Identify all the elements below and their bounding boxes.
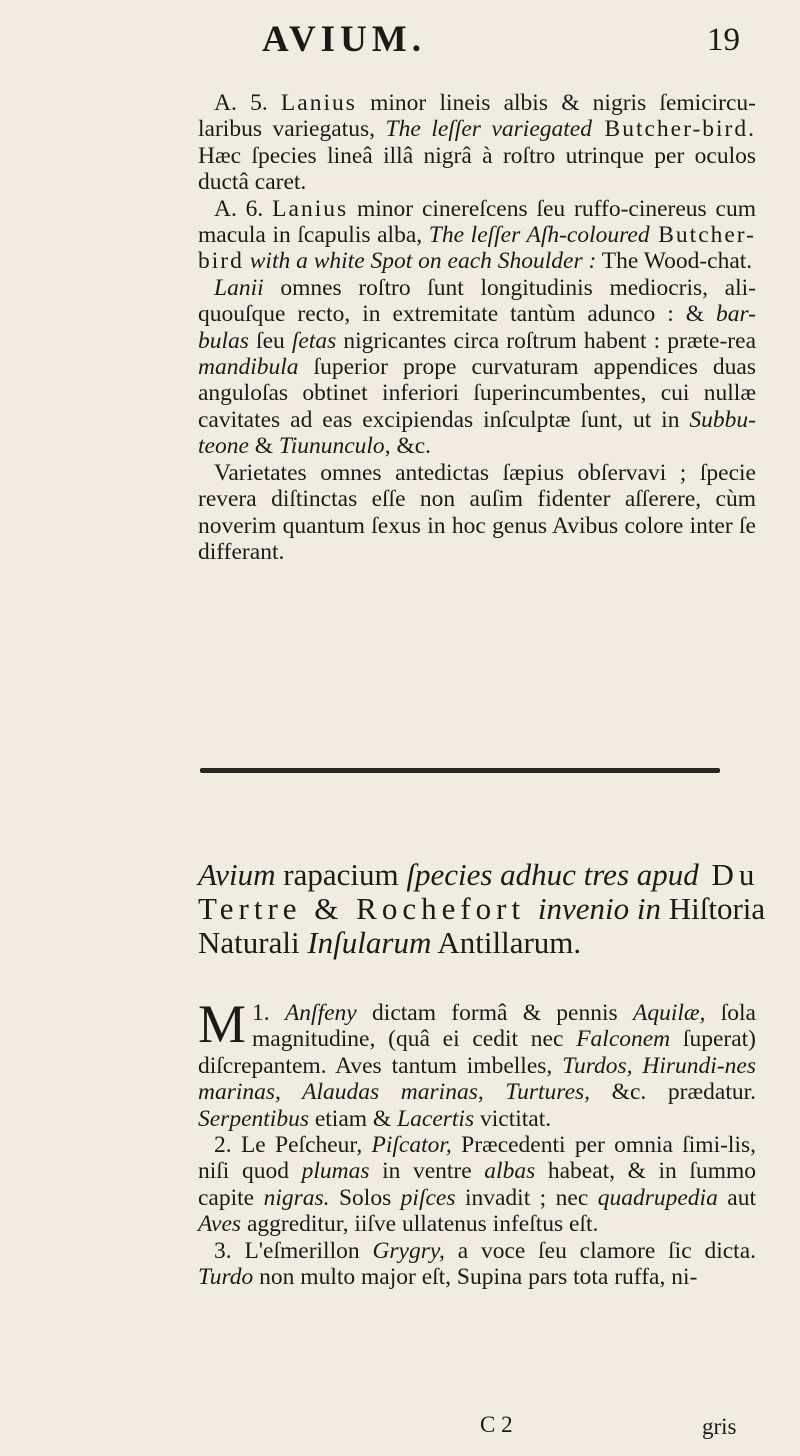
lanius-section [198, 90, 756, 565]
catchword: gris [702, 1414, 737, 1439]
running-title: AVIUM. [262, 19, 426, 60]
drop-cap: M [198, 994, 247, 1054]
entry-a6: A. 6. Lanius minor cinereſcens ſeu ruffo-cinereus cum macula in ſcapulis alba, The leſſer Aſh-coloured Butcher-bird with a white Spot on each Shoulder : The Wood-chat. [198, 195, 756, 275]
page-number: 19 [707, 22, 740, 58]
english-name: The leſſer Aſh-coloured [428, 222, 650, 249]
signature-mark: C 2 [480, 1412, 513, 1437]
numbered-entry-3: 3. L'eſmerillon Grygry, a voce ſeu clamore ſic dicta. Turdo non multo major eſt, Supina pars tota ruffa, ni- [198, 1237, 756, 1291]
genus-name: Lanius [280, 90, 357, 116]
english-name: The leſſer variegated [385, 116, 592, 143]
numbered-section [198, 994, 757, 1291]
numbered-entry-1: 1. M Anſfeny dictam formâ & pennis Aquilæ, ſola magnitudine, (quâ ei cedit nec Falconem ſuperat) diſcrepantem. Aves tantum imbelles, Turdos, Hirundi-nes marinas, Alaudas marinas, Turtures, &c. prædatur. Serpentibus etiam & Lacertis victitat. [198, 994, 757, 1132]
entry-label: A. 6. [214, 195, 264, 222]
numbered-entry-2: 2. Le Peſcheur, Piſcator, Præcedenti per omnia ſimi-lis, niſi quod plumas in ventre albas habeat, & in ſummo capite nigras. Solos piſces invadit ; nec quadrupedia aut Aves aggreditur, iiſve ullatenus infeſtus eſt. [198, 1132, 757, 1238]
genus-name: Lanius [272, 195, 349, 222]
entry-label: A. 5. [214, 90, 268, 116]
entry-a5: A. 5. Lanius minor lineis albis & nigris ſemicircu-laribus variegatus, The leſſer variegated Butcher-bird. Hæc ſpecies lineâ illâ nigrâ à roſtro utrinque per oculos ductâ caret. [198, 90, 756, 196]
page-header [0, 18, 800, 68]
varieties-paragraph: Varietates omnes antedictas ſæpius obſervavi ; ſpecie revera diſtinctas eſſe non auſim fidenter aſſerere, cùm noverim quantum ſexus in hoc genus Avibus colore inter ſe differant. [198, 459, 756, 565]
general-paragraph: Lanii omnes roſtro ſunt longitudinis mediocris, ali-quouſque recto, in extremitate tantùm adunco : & bar-bulas ſeu ſetas nigricantes circa roſtrum habent : præte-rea mandibula ſuperior prope curvaturam appendices duas anguloſas obtinet inferiori ſuperincumbentes, cui nullæ cavitates ad eas excipiendas inſculptæ ſunt, ut in Subbu-teone & Tiununculo, &c. [198, 274, 756, 460]
section-heading: Avium rapacium ſpecies adhuc tres apud Du Tertre & Rochefort invenio in Hiſtoria Naturali Inſularum Antillarum. [198, 857, 766, 960]
section-divider [200, 768, 720, 773]
